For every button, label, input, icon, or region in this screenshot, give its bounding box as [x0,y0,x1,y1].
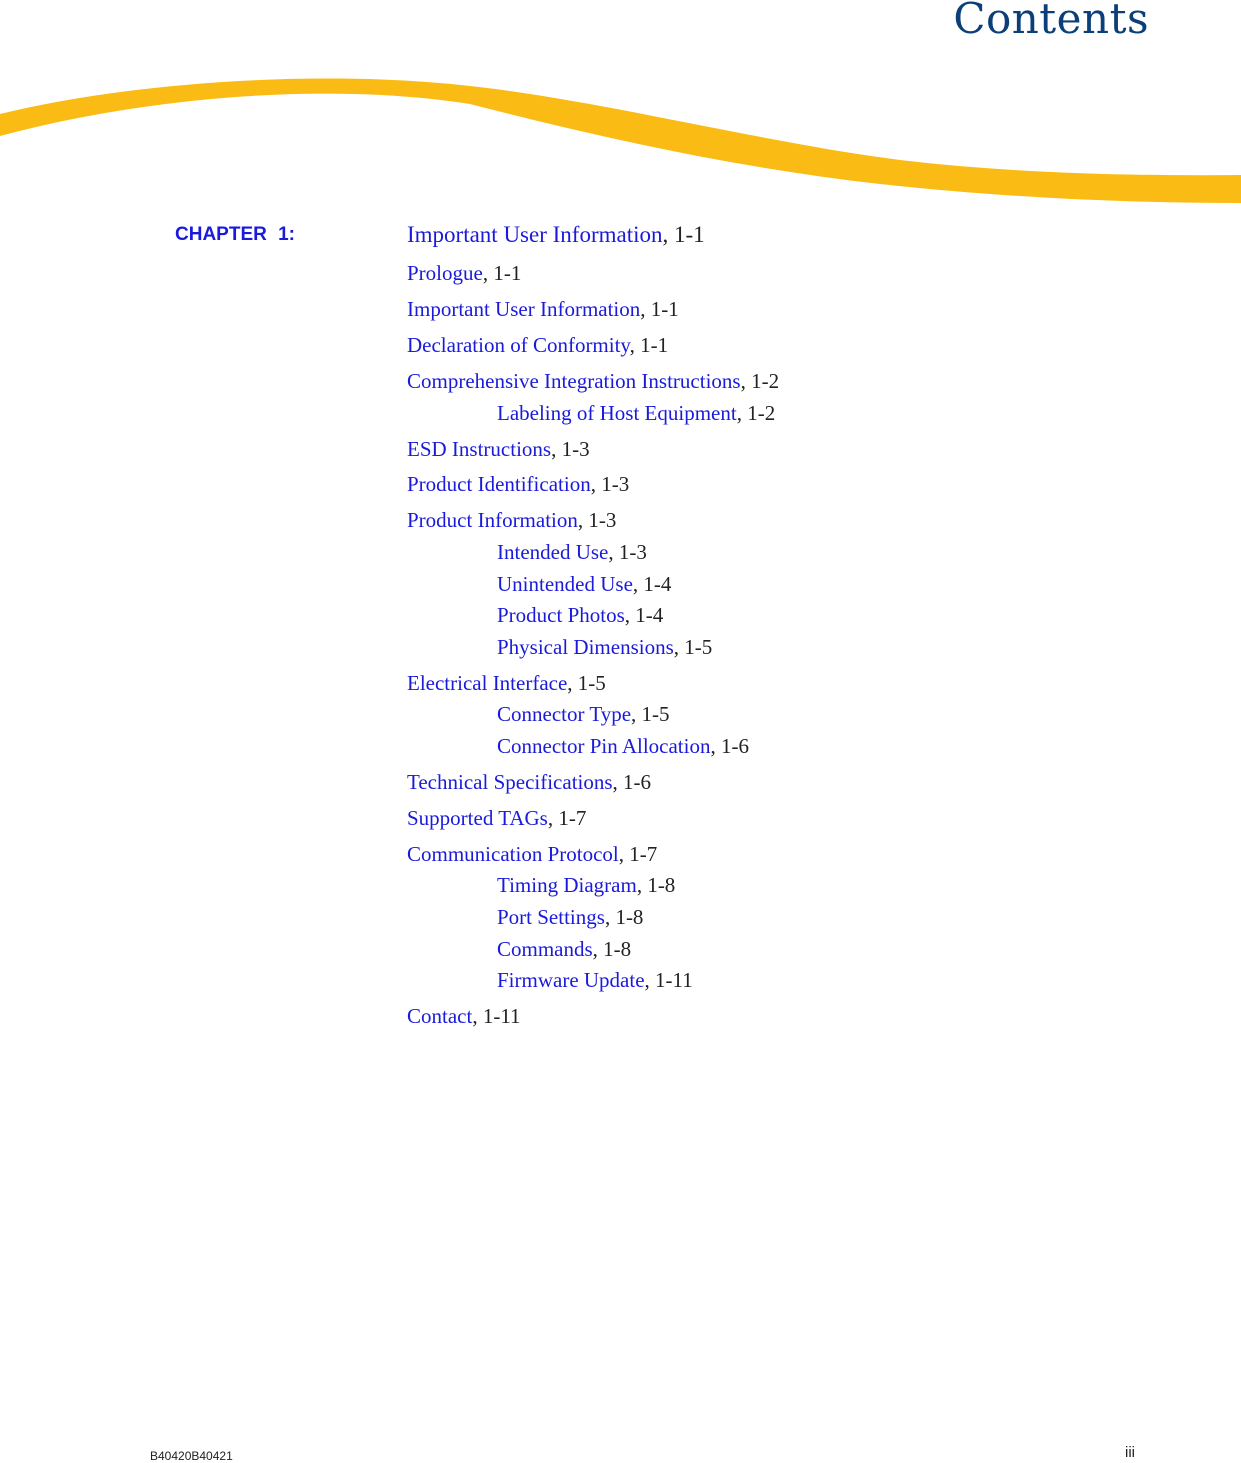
toc-entry[interactable] [407,770,651,795]
toc-entry-link[interactable]: Electrical Interface [407,671,568,695]
toc-chapter-entry[interactable] [407,222,705,248]
toc-subentry[interactable] [497,937,631,962]
toc-subentry[interactable] [497,635,712,660]
toc-page-ref: , 1-1 [629,333,669,357]
toc-entry-link[interactable]: Product Information [407,508,578,532]
toc-entry[interactable] [407,333,668,358]
toc-subentry[interactable] [497,702,670,727]
toc-entry[interactable] [407,671,606,696]
toc-page-ref: , 1-7 [547,806,587,830]
toc-page-ref: , 1-2 [740,369,780,393]
toc-entry[interactable] [407,806,586,831]
chapter-label: CHAPTER 1: [175,224,296,245]
toc-subentry[interactable] [497,540,647,565]
toc-page-ref: , 1-11 [472,1004,521,1028]
toc-entry[interactable] [407,297,679,322]
toc-subentry[interactable] [497,968,693,993]
toc-page-ref: , 1-1 [662,222,705,247]
toc-entry[interactable] [407,1004,521,1029]
toc-page-ref: , 1-3 [608,540,647,564]
page-title: Contents [953,0,1149,43]
decorative-swoosh [0,70,1241,210]
toc-page-ref: , 1-6 [612,770,652,794]
toc-entry-link[interactable]: Important User Information [407,297,641,321]
toc-page-ref: , 1-4 [632,572,672,596]
toc-entry[interactable] [407,369,779,394]
toc-subentry-link[interactable]: Commands [497,937,593,961]
toc-entry[interactable] [407,437,590,462]
toc-subentry-link[interactable]: Product Photos [497,603,625,627]
toc-subentry-link[interactable]: Connector Type [497,702,632,726]
footer-doc-number: B40420B40421 [150,1449,233,1463]
toc-entry-link[interactable]: ESD Instructions [407,437,552,461]
toc-page-ref: , 1-8 [604,905,644,929]
toc-page-ref: , 1-2 [736,401,776,425]
toc-page-ref: , 1-11 [644,968,693,992]
toc-page-ref: , 1-1 [640,297,679,321]
toc-page-ref: , 1-5 [567,671,606,695]
toc-page-ref: , 1-8 [636,873,676,897]
toc-page-ref: , 1-3 [551,437,590,461]
toc-entry[interactable] [407,842,657,867]
toc-subentry-link[interactable]: Intended Use [497,540,609,564]
toc-subentry-link[interactable]: Connector Pin Allocation [497,734,711,758]
toc-entry-link[interactable]: Declaration of Conformity [407,333,630,357]
toc-entry[interactable] [407,472,629,497]
toc-subentry-link[interactable]: Unintended Use [497,572,633,596]
toc-subentry-link[interactable]: Firmware Update [497,968,645,992]
toc-entry-link[interactable]: Contact [407,1004,473,1028]
toc-entry-link[interactable]: Product Identification [407,472,591,496]
toc-page-ref: , 1-4 [624,603,664,627]
toc-entry[interactable] [407,261,521,286]
toc-subentry[interactable] [497,905,643,930]
toc-subentry[interactable] [497,572,671,597]
toc-entry-link[interactable]: Technical Specifications [407,770,613,794]
toc-subentry[interactable] [497,401,775,426]
toc-subentry-link[interactable]: Physical Dimensions [497,635,674,659]
toc-subentry-link[interactable]: Port Settings [497,905,605,929]
toc-page-ref: , 1-8 [592,937,632,961]
toc-subentry[interactable] [497,734,749,759]
toc-entry-link[interactable]: Comprehensive Integration Instructions [407,369,741,393]
toc-entry-link[interactable]: Communication Protocol [407,842,619,866]
toc-page-ref: , 1-1 [482,261,522,285]
toc-subentry[interactable] [497,873,675,898]
toc-page-ref: , 1-3 [577,508,617,532]
toc-entry-link[interactable]: Supported TAGs [407,806,548,830]
swoosh-band [0,79,1241,203]
toc-page-ref: , 1-6 [710,734,749,758]
toc-page-ref: , 1-7 [618,842,658,866]
toc-subentry-link[interactable]: Labeling of Host Equipment [497,401,737,425]
toc-entry[interactable] [407,508,616,533]
toc-subentry[interactable] [497,603,663,628]
toc-chapter-link[interactable]: Important User Information [407,222,663,247]
toc-page-ref: , 1-5 [631,702,670,726]
toc-page-ref: , 1-5 [673,635,713,659]
toc-page-ref: , 1-3 [590,472,630,496]
toc-entry-link[interactable]: Prologue [407,261,483,285]
toc-subentry-link[interactable]: Timing Diagram [497,873,637,897]
footer-page-number: iii [1125,1444,1135,1461]
